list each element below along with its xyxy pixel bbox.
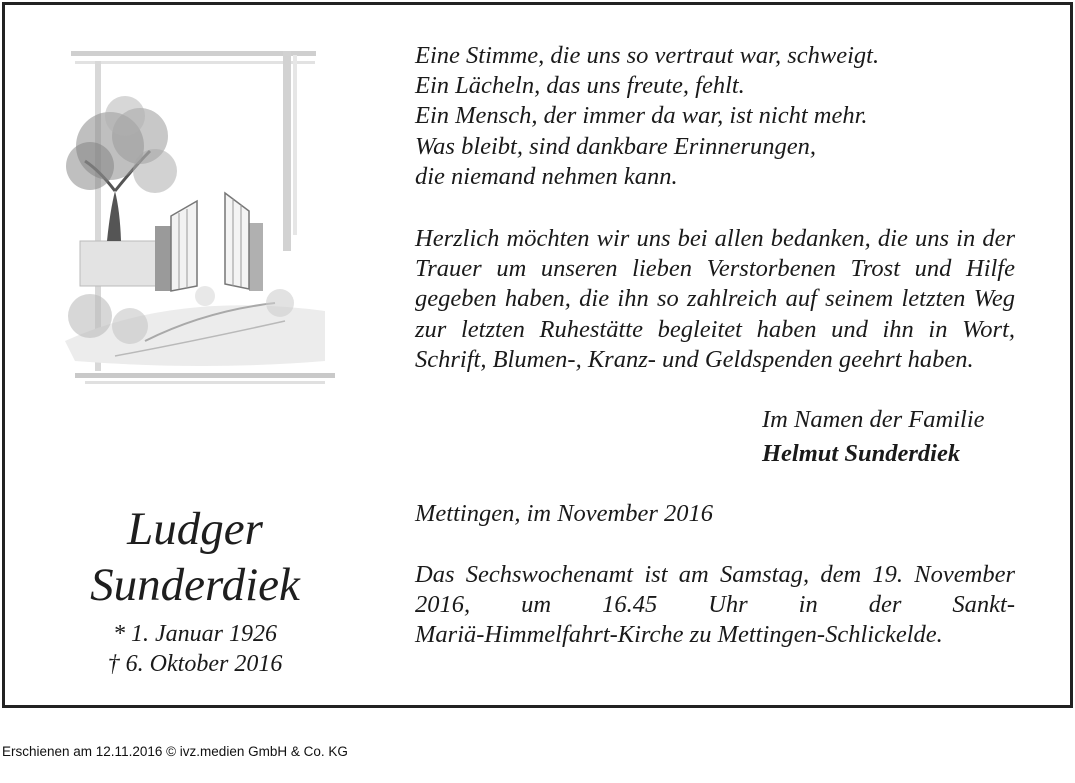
place-date: Mettingen, im November 2016	[415, 500, 714, 528]
poem-line: Ein Lächeln, das uns freute, fehlt.	[415, 72, 745, 100]
thanks-paragraph: Herzlich möchten wir uns bei allen bedanken, die uns in der Trauer um unseren lieben Verstorbenen Trost und Hilfe gegeben haben, die ihn so zahlreich auf seinem letzten Weg zur letzten Ruhestätte begleitet haben und ihn in Wort, Schrift, Blumen-, Kranz- und Geldspenden geehrt haben.	[415, 225, 1015, 373]
poem-line: die niemand nehmen kann.	[415, 162, 678, 190]
garden-gate-illustration	[55, 41, 345, 421]
poem-line: Ein Mensch, der immer da war, ist nicht mehr.	[415, 102, 868, 130]
deceased-last-name: Sunderdiek	[90, 559, 300, 611]
deceased-first-name: Ludger	[127, 503, 263, 555]
obituary-card	[2, 2, 1073, 708]
life-dates	[45, 619, 345, 679]
signature-name: Helmut Sunderdiek	[762, 440, 961, 468]
poem	[415, 41, 1015, 192]
death-date: † 6. Oktober 2016	[107, 651, 283, 677]
birth-date: * 1. Januar 1926	[113, 621, 277, 647]
signature-intro: Im Namen der Familie	[762, 406, 985, 434]
deceased-block	[45, 501, 345, 679]
signature-block	[762, 405, 1015, 469]
service-notice-last-line: Mariä-Himmelfahrt-Kirche zu Mettingen-Schlickelde.	[415, 621, 943, 649]
poem-line: Was bleibt, sind dankbare Erinnerungen,	[415, 132, 817, 160]
publication-footer: Erschienen am 12.11.2016 © ivz.medien GmbH & Co. KG	[2, 744, 348, 759]
poem-line: Eine Stimme, die uns so vertraut war, schweigt.	[415, 42, 880, 69]
text-column	[415, 41, 1015, 650]
service-notice: Das Sechswochenamt ist am Samstag, dem 19. November 2016, um 16.45 Uhr in der Sankt-	[415, 560, 1015, 618]
